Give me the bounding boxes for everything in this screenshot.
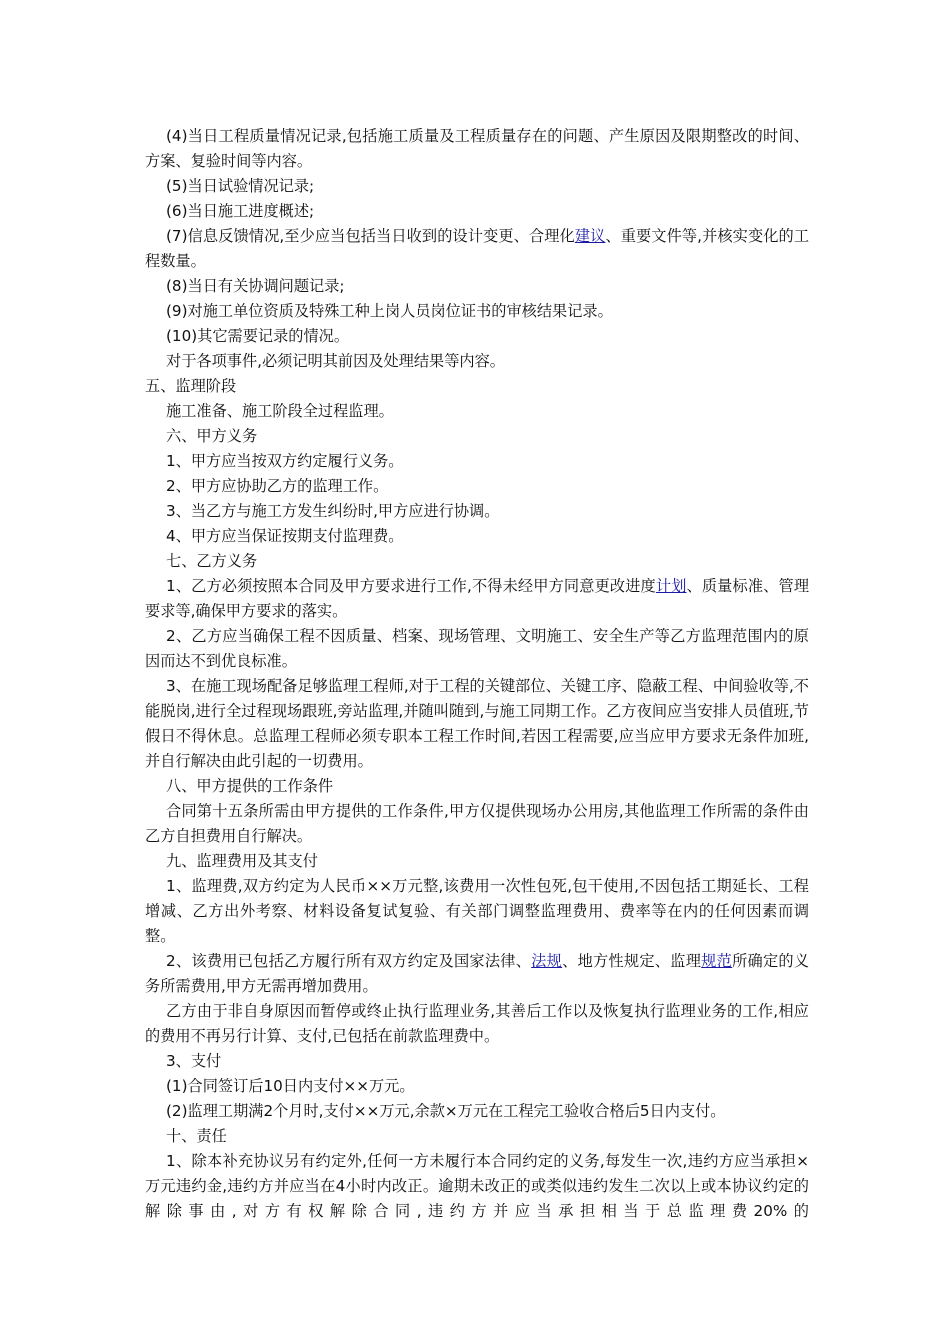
record-item-7-text-after: 、重要文件等,并核实变化的工程数量。 xyxy=(145,227,810,270)
section-8-text: 合同第十五条所需由甲方提供的工作条件,甲方仅提供现场办公用房,其他监理工作所需的条件由乙方自担费用自行解决。 xyxy=(145,802,809,845)
section-6-item-2: 2、甲方应协助乙方的监理工作。 xyxy=(166,477,389,495)
record-item-6: (6)当日施工进度概述; xyxy=(166,202,315,220)
section-6-heading: 六、甲方义务 xyxy=(166,427,258,445)
section-7-item-3: 3、在施工现场配备足够监理工程师,对于工程的关键部位、关键工序、隐蔽工程、中间验收等,不能脱岗,进行全过程现场跟班,旁站监理,并随叫随到,与施工同期工作。乙方夜间应当安排人员值班,节假日不得休息。总监理工程师必须专职本工程工作时间,若因工程需要,应当应甲方要求无条件加班,并自行解决由此引起的一切费用。 xyxy=(145,677,809,770)
document-body xyxy=(145,124,809,1224)
section-7-heading: 七、乙方义务 xyxy=(166,552,258,570)
section-6-item-3: 3、当乙方与施工方发生纠纷时,甲方应进行协调。 xyxy=(166,502,500,520)
regulations-link[interactable]: 法规 xyxy=(531,952,563,970)
section-9-suspension-text: 乙方由于非自身原因而暂停或终止执行监理业务,其善后工作以及恢复执行监理业务的工作,相应的费用不再另行计算、支付,已包括在前款监理费中。 xyxy=(145,1002,809,1045)
section-9-payment-item-1: (1)合同签订后10日内支付××万元。 xyxy=(166,1077,415,1095)
record-item-10: (10)其它需要记录的情况。 xyxy=(166,327,350,345)
suggestion-link[interactable]: 建议 xyxy=(574,227,606,245)
section-5-text: 施工准备、施工阶段全过程监理。 xyxy=(166,402,394,420)
section-9-item-2 xyxy=(145,949,809,999)
section-7-item-1-text-before: 1、乙方必须按照本合同及甲方要求进行工作,不得未经甲方同意更改进度 xyxy=(166,577,656,595)
section-7-item-1 xyxy=(145,574,809,624)
section-6-item-4: 4、甲方应当保证按期支付监理费。 xyxy=(166,527,404,545)
section-9-item-2-text-before: 2、该费用已包括乙方履行所有双方约定及国家法律、 xyxy=(166,952,532,970)
plan-link[interactable]: 计划 xyxy=(655,577,687,595)
section-7-item-1-text-after: 、质量标准、管理要求等,确保甲方要求的落实。 xyxy=(145,577,810,620)
section-9-payment-item-2: (2)监理工期满2个月时,支付××万元,余款×万元在工程完工验收合格后5日内支付。 xyxy=(166,1102,726,1120)
section-9-item-2-text-mid: 、地方性规定、监理 xyxy=(562,952,702,970)
section-9-item-2-text-after: 所确定的义务所需费用,甲方无需再增加费用。 xyxy=(145,952,810,995)
record-item-7 xyxy=(145,224,809,274)
section-7-item-2: 2、乙方应当确保工程不因质量、档案、现场管理、文明施工、安全生产等乙方监理范围内的原因而达不到优良标准。 xyxy=(145,627,809,670)
standards-link[interactable]: 规范 xyxy=(701,952,733,970)
record-item-9: (9)对施工单位资质及特殊工种上岗人员岗位证书的审核结果记录。 xyxy=(166,302,613,320)
record-item-5: (5)当日试验情况记录; xyxy=(166,177,315,195)
section-8-heading: 八、甲方提供的工作条件 xyxy=(166,777,334,795)
section-10-item-1: 1、除本补充协议另有约定外,任何一方未履行本合同约定的义务,每发生一次,违约方应当承担×万元违约金,违约方并应当在4小时内改正。逾期未改正的或类似违约发生二次以上或本协议约定的解除事由,对方有权解除合同,违约方并应当承担相当于总监理费20%的 xyxy=(145,1152,809,1220)
record-item-7-text-before: (7)信息反馈情况,至少应当包括当日收到的设计变更、合理化 xyxy=(166,227,575,245)
section-6-item-1: 1、甲方应当按双方约定履行义务。 xyxy=(166,452,404,470)
section-9-item-1: 1、监理费,双方约定为人民币××万元整,该费用一次性包死,包干使用,不因包括工期延长、工程增减、乙方出外考察、材料设备复试复验、有关部门调整监理费用、费率等在内的任何因素而调整。 xyxy=(145,877,809,945)
section-9-heading: 九、监理费用及其支付 xyxy=(166,852,318,870)
section-5-heading: 五、监理阶段 xyxy=(145,377,237,395)
section-10-heading: 十、责任 xyxy=(166,1127,227,1145)
record-item-4: (4)当日工程质量情况记录,包括施工质量及工程质量存在的问题、产生原因及限期整改的时间、方案、复验时间等内容。 xyxy=(145,127,809,170)
record-note: 对于各项事件,必须记明其前因及处理结果等内容。 xyxy=(166,352,505,370)
record-item-8: (8)当日有关协调问题记录; xyxy=(166,277,345,295)
section-9-payment-heading: 3、支付 xyxy=(166,1052,222,1070)
